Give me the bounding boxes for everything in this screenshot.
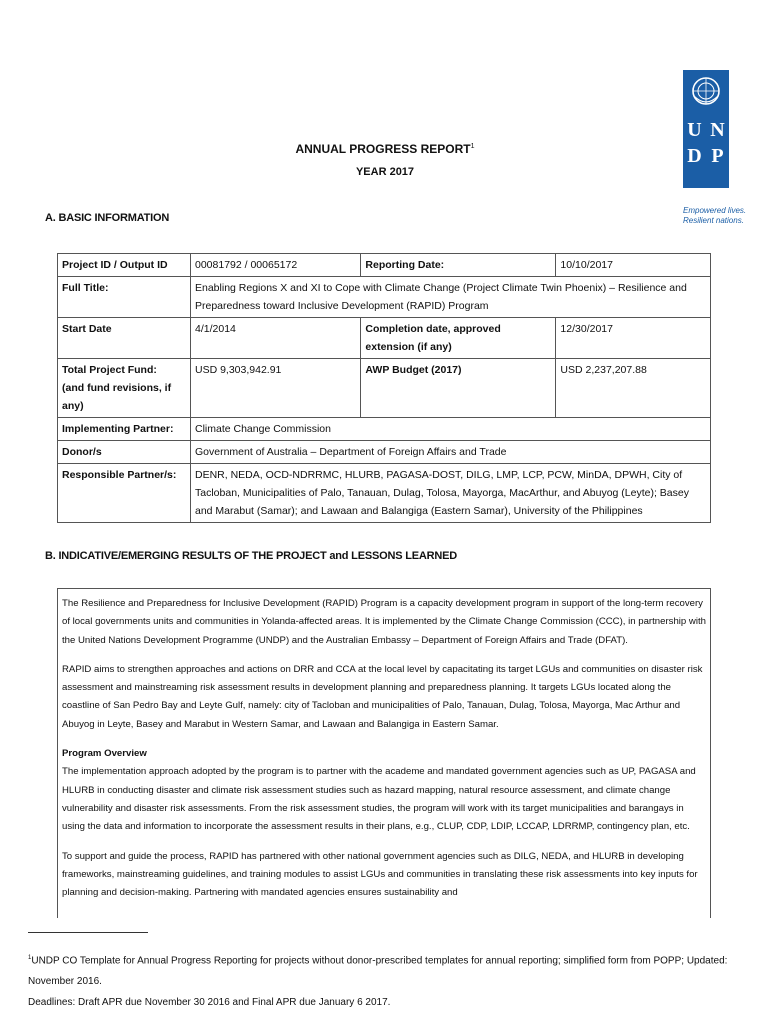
logo-letter-d: D [687,145,702,167]
full-title-label: Full Title: [58,277,191,318]
program-overview-heading: Program Overview [62,748,147,760]
table-row [58,318,711,359]
logo-letter-u: U [687,119,702,141]
footnote [28,948,728,1013]
results-paragraph-4: To support and guide the process, RAPID has partnered with other national government agencies such as DILG, NEDA, and HLURB in developing frameworks, mainstreaming guidelines, and training modules to assist LGUs and communities in translating these risk assessments into key inputs for planning and decision-making. Partnering with mandated agencies ensures sustainability and [62,850,698,899]
responsible-partners-label: Responsible Partner/s: [58,464,191,523]
total-fund-label: Total Project Fund: [62,364,157,376]
logo-letter-p: P [711,145,724,167]
section-a-heading: A. BASIC INFORMATION [45,212,170,224]
table-row [58,441,711,464]
section-b-heading: B. INDICATIVE/EMERGING RESULTS OF THE PROJECT and LESSONS LEARNED [45,550,457,562]
footnote-line-1 [28,948,728,992]
logo-tagline-1: Empowered lives. [683,206,747,215]
results-paragraph-3: The implementation approach adopted by the program is to partner with the academe and mandated government agencies such as UP, PAGASA and HLURB in conducting disaster and climate risk assessment studies such as hazard mapping, natural resource assessment, and climate change vulnerability and disaster risk assessments. From the risk assessment studies, the program will work with its target municipalities and barangays in using the data and information to incorporate the assessment results in their plans, e.g., CLUP, CDP, LDIP, LCCAP, LDRRMP, contingency plan, etc. [62,766,696,833]
report-title-text: ANNUAL PROGRESS REPORT [295,142,471,156]
footnote-text-1: UNDP CO Template for Annual Progress Reporting for projects without donor-prescribed templates for annual reporting; simplified form from POPP; Updated: November 2016. [28,955,728,988]
table-row [58,359,711,418]
footnote-line-2: Deadlines: Draft APR due November 30 2016 and Final APR due January 6 2017. [28,997,391,1009]
basic-info-table [57,253,711,523]
table-row [58,277,711,318]
full-title-value: Enabling Regions X and XI to Cope with Climate Change (Project Climate Twin Phoenix) – Resilience and Preparedness toward Inclusive Development (RAPID) Program [191,277,711,318]
project-id-label: Project ID / Output ID [58,254,191,277]
donor-label: Donor/s [58,441,191,464]
responsible-partners-value: DENR, NEDA, OCD-NDRRMC, HLURB, PAGASA-DOST, DILG, LMP, LCP, PCW, MinDA, DPWH, City of Tacloban, Municipalities of Palo, Tanauan, Dulag, Tolosa, Mayorga, MacArthur, and Abuyog (Leyte); Basey and Marabut (Samar); and Lawaan and Balangiga (Eastern Samar), University of the Philippines [191,464,711,523]
footnote-divider [28,932,148,933]
title-footnote-mark: 1 [470,143,475,150]
table-row [58,254,711,277]
total-fund-label-cell [58,359,191,418]
un-emblem-icon [689,74,723,108]
report-year: YEAR 2017 [355,166,415,178]
logo-tagline-2: Resilient nations. [683,216,744,225]
total-fund-sublabel: (and fund revisions, if any) [62,382,172,412]
reporting-date-label: Reporting Date: [361,254,556,277]
awp-budget-value: USD 2,237,207.88 [556,359,711,418]
results-paragraph-1: The Resilience and Preparedness for Inclusive Development (RAPID) Program is a capacity development program in support of the long-term recovery of local governments units and communities in Yolanda-affected areas. It is implemented by the Climate Change Commission (CCC), in partnership with the United Nations Development Programme (UNDP) and the Australian Embassy – Department of Foreign Affairs and Trade (DFAT). [62,598,706,646]
donor-value: Government of Australia – Department of Foreign Affairs and Trade [191,441,711,464]
report-title [0,142,770,156]
footnote-mark: 1 [28,955,32,961]
start-date-label: Start Date [58,318,191,359]
project-id-value: 00081792 / 00065172 [191,254,361,277]
results-box [57,588,711,918]
start-date-value: 4/1/2014 [191,318,361,359]
completion-date-label: Completion date, approved extension (if any) [361,318,556,359]
table-row [58,418,711,441]
logo-tagline [683,206,747,226]
completion-date-value: 12/30/2017 [556,318,711,359]
table-row [58,464,711,523]
total-fund-value: USD 9,303,942.91 [191,359,361,418]
logo-letter-n: N [710,119,725,141]
reporting-date-value: 10/10/2017 [556,254,711,277]
implementing-partner-label: Implementing Partner: [58,418,191,441]
awp-budget-label: AWP Budget (2017) [361,359,556,418]
results-paragraph-2: RAPID aims to strengthen approaches and actions on DRR and CCA at the local level by capacitating its target LGUs and communities on disaster risk assessment and mainstreaming risk assessment results in development planning and preparedness planning. It targets LGUs located along the coastline of San Pedro Bay and Leyte Gulf, namely: city of Tacloban and municipalities of Palo, Tanauan, Dulag, Tolosa, Mayorga, Mac Arthur and Abuyog in Leyte, Basey and Marabut in Western Samar, and Lawaan and Balangiga in Eastern Samar. [62,663,703,730]
implementing-partner-value: Climate Change Commission [191,418,711,441]
